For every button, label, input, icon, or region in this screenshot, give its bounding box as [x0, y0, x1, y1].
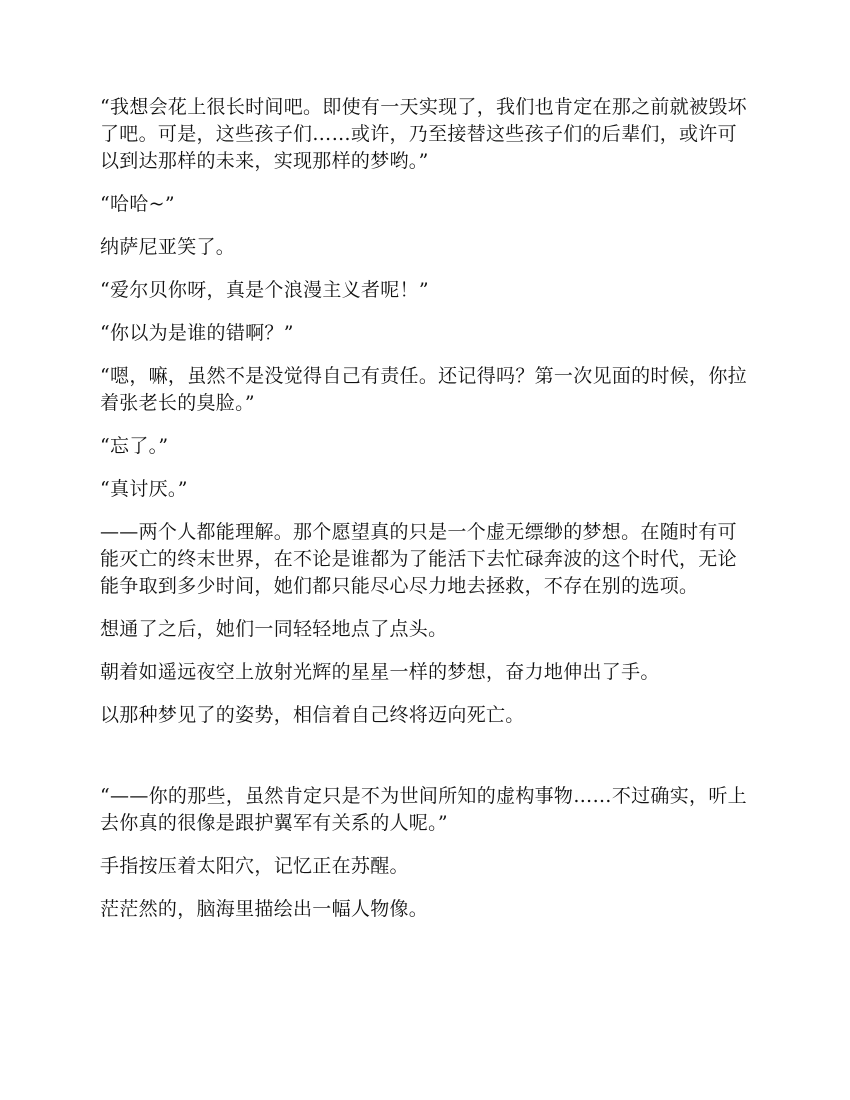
paragraph: 以那种梦见了的姿势，相信着自己终将迈向死亡。: [100, 704, 525, 726]
scene-break: [100, 745, 755, 783]
paragraph: “真讨厌。”: [100, 478, 188, 500]
paragraph: ——两个人都能理解。那个愿望真的只是一个虚无缥缈的梦想。在随时有可能灭亡的终末世界，在不论是谁都为了能活下去忙碌奔波的这个时代，无论能争取到多少时间，她们都只能尽心尽力地去拯救，不存在别的选项。: [100, 521, 737, 597]
document-page: [100, 94, 755, 939]
paragraph: “我想会花上很长时间吧。即使有一天实现了，我们也肯定在那之前就被毁坏了吧。可是，这些孩子们……或许，乃至接替这些孩子们的后辈们，或许可以到达那样的未来，实现那样的梦哟。”: [100, 96, 747, 172]
paragraph: “忘了。”: [100, 435, 169, 457]
paragraph: “爱尔贝你呀，真是个浪漫主义者呢！”: [100, 279, 429, 301]
paragraph: 茫茫然的，脑海里描绘出一幅人物像。: [100, 898, 429, 920]
paragraph: “哈哈~”: [100, 193, 175, 215]
paragraph: 想通了之后，她们一同轻轻地点了点头。: [100, 618, 448, 640]
paragraph: “嗯，嘛，虽然不是没觉得自己有责任。还记得吗？第一次见面的时候，你拉着张老长的臭脸。”: [100, 365, 747, 414]
paragraph: “你以为是谁的错啊？”: [100, 322, 294, 344]
paragraph: 朝着如遥远夜空上放射光辉的星星一样的梦想，奋力地伸出了手。: [100, 661, 660, 683]
paragraph: 纳萨尼亚笑了。: [100, 236, 236, 258]
paragraph: “——你的那些，虽然肯定只是不为世间所知的虚构事物……不过确实，听上去你真的很像是跟护翼军有关系的人呢。”: [100, 785, 747, 834]
paragraph: 手指按压着太阳穴，记忆正在苏醒。: [100, 855, 409, 877]
